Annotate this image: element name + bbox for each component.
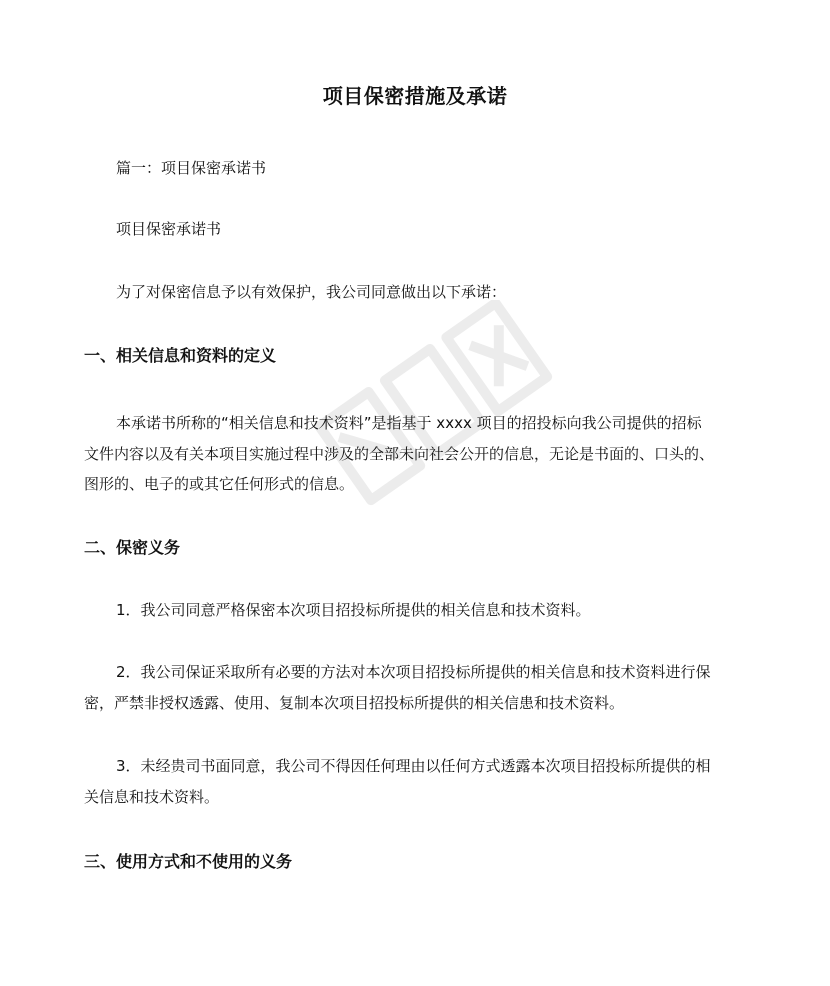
- doc-title-line: 项目保密承诺书: [116, 220, 222, 238]
- document-title: 项目保密措施及承诺: [322, 84, 508, 108]
- section-1-heading: 一、相关信息和资料的定义: [84, 346, 277, 365]
- section-1-paragraph-line-2: 文件内容以及有关本项目实施过程中涉及的全部未向社会公开的信息，无论是书面的、口头的、: [84, 445, 715, 463]
- section-1-paragraph-line-1: 本承诺书所称的“相关信息和技术资料”是指基于 xxxx 项目的招投标向我公司提供的招标: [116, 414, 702, 432]
- section-2-item-1-line-1: 1．我公司同意严格保密本次项目招投标所提供的相关信息和技术资料。: [116, 601, 591, 619]
- section-2-heading: 二、保密义务: [84, 538, 181, 557]
- section-2-item-2-line-2: 密，严禁非授权透露、使用、复制本次项目招投标所提供的相关信患和技术资料。: [84, 694, 625, 712]
- intro-line: 为了对保密信息予以有效保护，我公司同意做出以下承诺：: [116, 283, 507, 301]
- section-2-item-3-line-2: 关信息和技术资料。: [84, 788, 220, 806]
- section-2-item-2-line-1: 2．我公司保证采取所有必要的方法对本次项目招投标所提供的相关信息和技术资料进行保: [116, 663, 711, 681]
- section-2-item-3-line-1: 3．未经贵司书面同意，我公司不得因任何理由以任何方式透露本次项目招投标所提供的相: [116, 757, 711, 775]
- section-3-heading: 三、使用方式和不使用的义务: [84, 852, 293, 871]
- subtitle-line: 篇一：项目保密承诺书: [116, 159, 267, 177]
- section-1-paragraph-line-3: 图形的、电子的或其它任何形式的信息。: [84, 475, 355, 493]
